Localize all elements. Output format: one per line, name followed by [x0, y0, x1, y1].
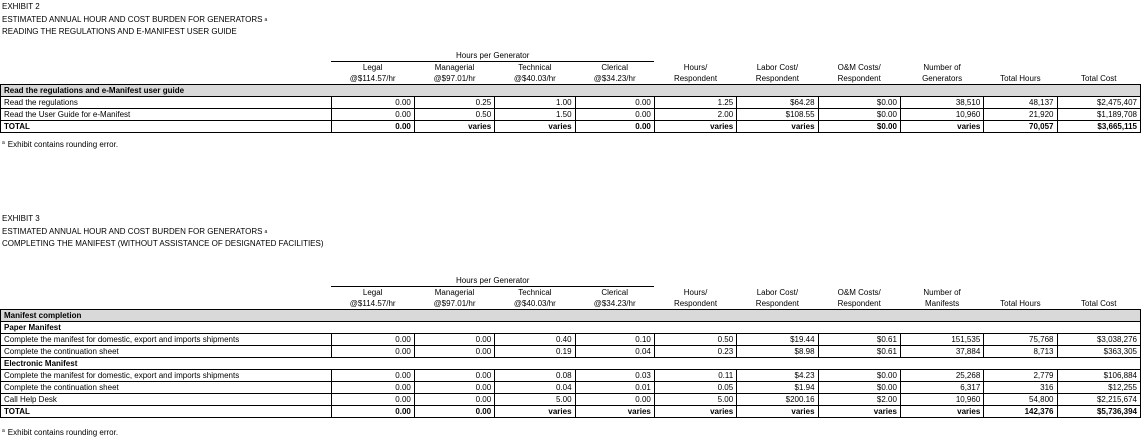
cell-value: $1.94 [737, 382, 818, 394]
exhibit-2-title: ESTIMATED ANNUAL HOUR AND COST BURDEN FOR GENERATORS $^a$ [2, 15, 268, 24]
row-label: Read the User Guide for e-Manifest [1, 109, 332, 121]
cell-value: 151,535 [900, 334, 983, 346]
column-header-line2: Manifests [900, 298, 983, 310]
cell-value: 0.00 [331, 109, 414, 121]
cell-value: $3,038,276 [1057, 334, 1141, 346]
blank-cell [818, 275, 900, 287]
cell-value: 0.11 [654, 370, 736, 382]
blank-cell [818, 50, 900, 62]
row-label: Complete the manifest for domestic, export and imports shipments [1, 370, 332, 382]
row-label: Complete the continuation sheet [1, 382, 332, 394]
cell-value: 5.00 [495, 394, 575, 406]
blank-cell [737, 275, 818, 287]
column-header-line2: @$40.03/hr [495, 73, 575, 85]
cell-value: varies [818, 406, 900, 418]
column-header-line1: Clerical [601, 288, 629, 297]
subsection-header [1, 358, 1141, 370]
group-header-row [1, 275, 1141, 287]
column-header-row-1 [1, 62, 1141, 74]
cell-value: $2,475,407 [1057, 97, 1141, 109]
cell-value: 0.40 [495, 334, 575, 346]
column-header-row-1 [1, 287, 1141, 299]
column-header-line1: Labor Cost/ [756, 287, 799, 297]
cell-value: 54,800 [984, 394, 1057, 406]
cell-value: $108.55 [737, 109, 818, 121]
cell-value: $0.00 [818, 109, 900, 121]
cell-value: 2,779 [984, 370, 1057, 382]
table-row [1, 394, 1141, 406]
column-header-line2: Total Hours [984, 298, 1057, 310]
subsection-header-label: Electronic Manifest [1, 358, 1141, 370]
blank-cell [900, 275, 983, 287]
cell-value: 8,713 [984, 346, 1057, 358]
hours-per-generator-header: Hours per Generator [331, 275, 654, 287]
cell-value: 1.00 [495, 97, 575, 109]
cell-value: 0.00 [414, 370, 494, 382]
cell-value: varies [495, 121, 575, 133]
cell-value: 0.01 [575, 382, 654, 394]
cell-value: 0.04 [495, 382, 575, 394]
column-header-line1: Clerical [601, 63, 629, 72]
cell-value: varies [654, 121, 736, 133]
cell-value: 142,376 [984, 406, 1057, 418]
section-header-label: Read the regulations and e-Manifest user guide [1, 85, 1141, 97]
column-header-line2: @$34.23/hr [575, 298, 654, 310]
exhibit-2-footnote: $^a$ Exhibit contains rounding error. [2, 140, 119, 149]
column-header-row-2 [1, 298, 1141, 310]
exhibit-3-table [0, 275, 1141, 418]
cell-value: varies [654, 406, 736, 418]
cell-value: $0.00 [818, 121, 900, 133]
cell-value: varies [737, 121, 818, 133]
blank-cell [654, 275, 736, 287]
cell-value: varies [414, 121, 494, 133]
cell-value: 316 [984, 382, 1057, 394]
column-header-row-2 [1, 73, 1141, 85]
column-header-line2: Respondent [818, 298, 900, 310]
cell-value: 0.25 [414, 97, 494, 109]
cell-value: $2.00 [818, 394, 900, 406]
cell-value: 0.19 [495, 346, 575, 358]
column-header-line2: @$114.57/hr [331, 73, 414, 85]
cell-value: 2.00 [654, 109, 736, 121]
blank-cell [1057, 275, 1141, 287]
section-header [1, 85, 1141, 97]
cell-value: varies [737, 406, 818, 418]
cell-value: $106,884 [1057, 370, 1141, 382]
cell-value: 37,884 [900, 346, 983, 358]
cell-value: varies [495, 406, 575, 418]
cell-value: 0.00 [414, 346, 494, 358]
column-header-line1: Legal [362, 63, 383, 72]
cell-value: 21,920 [984, 109, 1057, 121]
cell-value: $1,189,708 [1057, 109, 1141, 121]
cell-value: 0.08 [495, 370, 575, 382]
cell-value: 75,768 [984, 334, 1057, 346]
table-row [1, 334, 1141, 346]
cell-value: 0.00 [575, 97, 654, 109]
blank-cell [737, 50, 818, 62]
cell-value: varies [575, 406, 654, 418]
subsection-header [1, 322, 1141, 334]
column-header-line1: Hours/ [683, 62, 708, 72]
row-label: TOTAL [1, 121, 332, 133]
column-header-line1: Technical [518, 288, 552, 297]
row-label: Call Help Desk [1, 394, 332, 406]
column-header-line1: Managerial [434, 288, 475, 297]
exhibit-3-footnote: $^a$ Exhibit contains rounding error. [2, 428, 119, 437]
column-header-line1: O&M Costs/ [837, 287, 881, 297]
column-header-line1: Managerial [434, 63, 475, 72]
row-label: Complete the manifest for domestic, export and imports shipments [1, 334, 332, 346]
table-row [1, 370, 1141, 382]
blank-cell [984, 50, 1057, 62]
cell-value: 0.04 [575, 346, 654, 358]
blank-cell [654, 50, 736, 62]
cell-value: 0.00 [575, 121, 654, 133]
cell-value: 0.00 [331, 370, 414, 382]
blank-cell [900, 50, 983, 62]
cell-value: $200.16 [737, 394, 818, 406]
exhibit-2-table [0, 50, 1141, 133]
cell-value: 0.00 [575, 109, 654, 121]
cell-value: 5.00 [654, 394, 736, 406]
blank-cell [984, 275, 1057, 287]
exhibit-2-subtitle: READING THE REGULATIONS AND E-MANIFEST USER GUIDE [2, 27, 237, 36]
exhibit-3-subtitle: COMPLETING THE MANIFEST (WITHOUT ASSISTANCE OF DESIGNATED FACILITIES) [2, 239, 324, 248]
cell-value: 1.50 [495, 109, 575, 121]
cell-value: 0.00 [414, 382, 494, 394]
total-row [1, 406, 1141, 418]
cell-value: 0.00 [414, 406, 494, 418]
column-header-line2: Respondent [737, 298, 818, 310]
cell-value: $0.61 [818, 334, 900, 346]
column-header-line1 [1057, 287, 1141, 299]
cell-value: $4.23 [737, 370, 818, 382]
cell-value: 10,960 [900, 109, 983, 121]
cell-value: 0.00 [331, 382, 414, 394]
table-row [1, 97, 1141, 109]
cell-value: 1.25 [654, 97, 736, 109]
cell-value: $8.98 [737, 346, 818, 358]
column-header-line2: @$97.01/hr [414, 73, 494, 85]
table-row [1, 382, 1141, 394]
column-header-line2: Total Cost [1057, 73, 1141, 85]
column-header-line2: Generators [900, 73, 983, 85]
table-row [1, 346, 1141, 358]
column-header-line1: O&M Costs/ [837, 62, 881, 72]
cell-value: $5,736,394 [1057, 406, 1141, 418]
blank-cell [1, 73, 332, 85]
cell-value: 0.23 [654, 346, 736, 358]
table-row [1, 109, 1141, 121]
cell-value: $0.61 [818, 346, 900, 358]
exhibit-3-title: ESTIMATED ANNUAL HOUR AND COST BURDEN FOR GENERATORS $^a$ [2, 227, 268, 236]
column-header-line1 [984, 62, 1057, 74]
column-header-line2: Respondent [737, 73, 818, 85]
cell-value: 0.50 [654, 334, 736, 346]
cell-value: $0.00 [818, 97, 900, 109]
cell-value: 0.10 [575, 334, 654, 346]
column-header-line2: Total Hours [984, 73, 1057, 85]
cell-value: $64.28 [737, 97, 818, 109]
cell-value: 10,960 [900, 394, 983, 406]
cell-value: 0.05 [654, 382, 736, 394]
cell-value: 0.03 [575, 370, 654, 382]
cell-value: $12,255 [1057, 382, 1141, 394]
column-header-line1: Legal [362, 288, 383, 297]
group-header-row [1, 50, 1141, 62]
column-header-line1: Hours/ [683, 287, 708, 297]
column-header-line2: Respondent [654, 73, 736, 85]
blank-cell [1, 275, 332, 287]
subsection-header-label: Paper Manifest [1, 322, 1141, 334]
row-label: Complete the continuation sheet [1, 346, 332, 358]
column-header-line2: Respondent [654, 298, 736, 310]
blank-cell [1, 298, 332, 310]
total-row [1, 121, 1141, 133]
section-header-label: Manifest completion [1, 310, 1141, 322]
column-header-line1 [984, 287, 1057, 299]
cell-value: 25,268 [900, 370, 983, 382]
cell-value: 0.00 [331, 97, 414, 109]
cell-value: 48,137 [984, 97, 1057, 109]
column-header-line1: Technical [518, 63, 552, 72]
cell-value: $3,665,115 [1057, 121, 1141, 133]
cell-value: $19.44 [737, 334, 818, 346]
cell-value: 0.50 [414, 109, 494, 121]
cell-value: $0.00 [818, 370, 900, 382]
cell-value: 0.00 [331, 406, 414, 418]
cell-value: $2,215,674 [1057, 394, 1141, 406]
cell-value: varies [900, 121, 983, 133]
column-header-line2: @$40.03/hr [495, 298, 575, 310]
column-header-line1: Number of [923, 62, 961, 72]
column-header-line2: @$97.01/hr [414, 298, 494, 310]
column-header-line2: Respondent [818, 73, 900, 85]
hours-per-generator-header: Hours per Generator [331, 50, 654, 62]
exhibit-3-label: EXHIBIT 3 [2, 214, 40, 223]
cell-value: $363,305 [1057, 346, 1141, 358]
cell-value: 0.00 [414, 334, 494, 346]
row-label: TOTAL [1, 406, 332, 418]
cell-value: 6,317 [900, 382, 983, 394]
cell-value: 0.00 [414, 394, 494, 406]
cell-value: 0.00 [331, 346, 414, 358]
cell-value: varies [900, 406, 983, 418]
section-header [1, 310, 1141, 322]
exhibit-2-label: EXHIBIT 2 [2, 2, 40, 11]
cell-value: $0.00 [818, 382, 900, 394]
blank-cell [1, 287, 332, 299]
cell-value: 0.00 [575, 394, 654, 406]
cell-value: 0.00 [331, 394, 414, 406]
column-header-line2: @$114.57/hr [331, 298, 414, 310]
cell-value: 0.00 [331, 121, 414, 133]
blank-cell [1, 62, 332, 74]
row-label: Read the regulations [1, 97, 332, 109]
blank-cell [1, 50, 332, 62]
blank-cell [1057, 50, 1141, 62]
cell-value: 70,057 [984, 121, 1057, 133]
cell-value: 0.00 [331, 334, 414, 346]
column-header-line1: Labor Cost/ [756, 62, 799, 72]
column-header-line2: @$34.23/hr [575, 73, 654, 85]
column-header-line2: Total Cost [1057, 298, 1141, 310]
column-header-line1 [1057, 62, 1141, 74]
column-header-line1: Number of [923, 287, 961, 297]
cell-value: 38,510 [900, 97, 983, 109]
